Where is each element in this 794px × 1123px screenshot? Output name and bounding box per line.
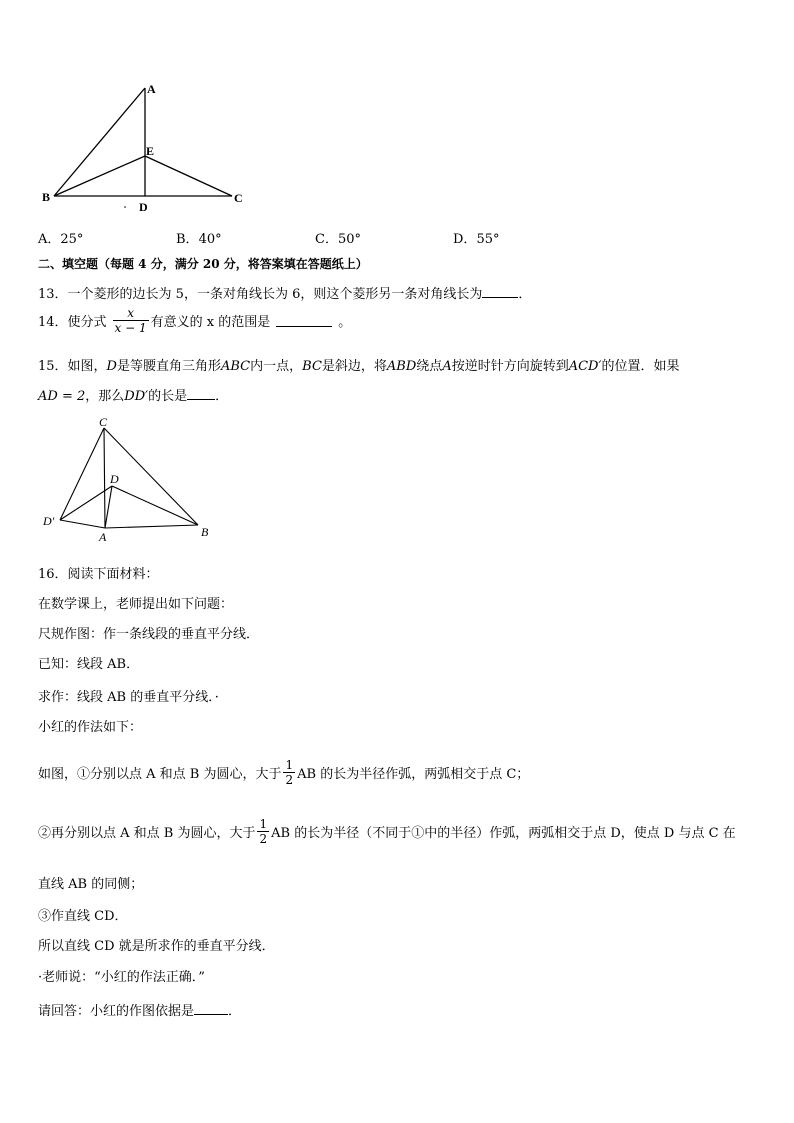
segment-ec (145, 156, 232, 196)
answer-blank (194, 1002, 228, 1015)
segment-da (105, 486, 112, 528)
label-a: A (99, 530, 107, 543)
triangle-figure-2 (38, 415, 218, 543)
q16-line-10: ·老师说：“小红的作法正确．” (38, 970, 205, 985)
q16-line-3: 尺规作图：作一条线段的垂直平分线． (38, 627, 260, 642)
label-d: D (110, 472, 119, 486)
q16-step-2: ②再分别以点 A 和点 B 为圆心，大于 $\frac{1}{2}$ AB 的长为半径（不同于①中的半径）作弧，两弧相交于点 D，使点 D 与点 C 在 (38, 817, 736, 846)
q16-line-2: 在数学课上，老师提出如下问题： (38, 597, 234, 612)
q16-line-7: 直线 AB 的同侧； (38, 877, 144, 892)
q16-line-5: 求作：线段 AB 的垂直平分线．· (38, 690, 219, 705)
option-c: C．50° (315, 232, 361, 247)
q16-line-8: ③作直线 CD． (38, 909, 128, 924)
label-c: C (234, 191, 243, 205)
label-b: B (42, 190, 51, 204)
q16-line-6: 小红的作法如下： (38, 720, 143, 735)
label-c: C (99, 415, 108, 429)
q16-step-1: 如图，①分别以点 A 和点 B 为圆心，大于 $\frac{1}{2}$ AB 的长为半径作弧，两弧相交于点 C； (38, 758, 530, 787)
q16-line-1: 16．阅读下面材料： (38, 567, 159, 582)
triangle-figure-1 (30, 80, 260, 220)
q16-line-9: 所以直线 CD 就是所求作的垂直平分线． (38, 939, 275, 954)
fraction-one-half: $\frac{1}{2}$ (259, 817, 268, 846)
question-14: 14．使分式 $\frac{x}{x - 1}$ 有意义的 x 的范围是 。 (38, 306, 352, 335)
stray-dot (124, 206, 126, 208)
fraction-x-over-x-minus-1: $\frac{x}{x - 1}$ (114, 306, 147, 335)
label-a: A (147, 82, 156, 96)
answer-blank (276, 314, 332, 327)
label-b: B (201, 525, 209, 539)
label-d-prime: D′ (43, 514, 55, 528)
answer-blank (482, 285, 518, 298)
segment-db (112, 486, 198, 525)
option-a: A．25° (38, 232, 84, 247)
question-15-line-1: 15．如图，D是等腰直角三角形ABC内一点，BC是斜边，将ABD绕点A按逆时针方向旋转到ACD′的位置．如果 (38, 359, 680, 374)
option-d: D．55° (453, 232, 500, 247)
segment-d2a (60, 520, 105, 528)
question-13: 13．一个菱形的边长为 5，一条对角线长为 6，则这个菱形另一条对角线长为 ． (38, 287, 532, 302)
label-d: D (139, 200, 148, 214)
answer-blank (187, 387, 215, 400)
fraction-one-half: $\frac{1}{2}$ (285, 758, 294, 787)
section-title: 二、填空题（每题 4 分，满分 20 分，将答案填在答题纸上） (38, 257, 368, 271)
question-15-line-2: AD = 2，那么DD′的长是 ． (38, 389, 229, 404)
q16-line-11: 请回答：小红的作图依据是 ． (38, 1004, 242, 1019)
segment-ba (54, 88, 145, 196)
segment-ab (105, 525, 198, 528)
label-e: E (146, 144, 155, 158)
q16-line-4: 已知：线段 AB． (38, 657, 140, 672)
segment-be (54, 156, 145, 196)
option-b: B．40° (176, 232, 222, 247)
segment-ca (104, 428, 105, 528)
